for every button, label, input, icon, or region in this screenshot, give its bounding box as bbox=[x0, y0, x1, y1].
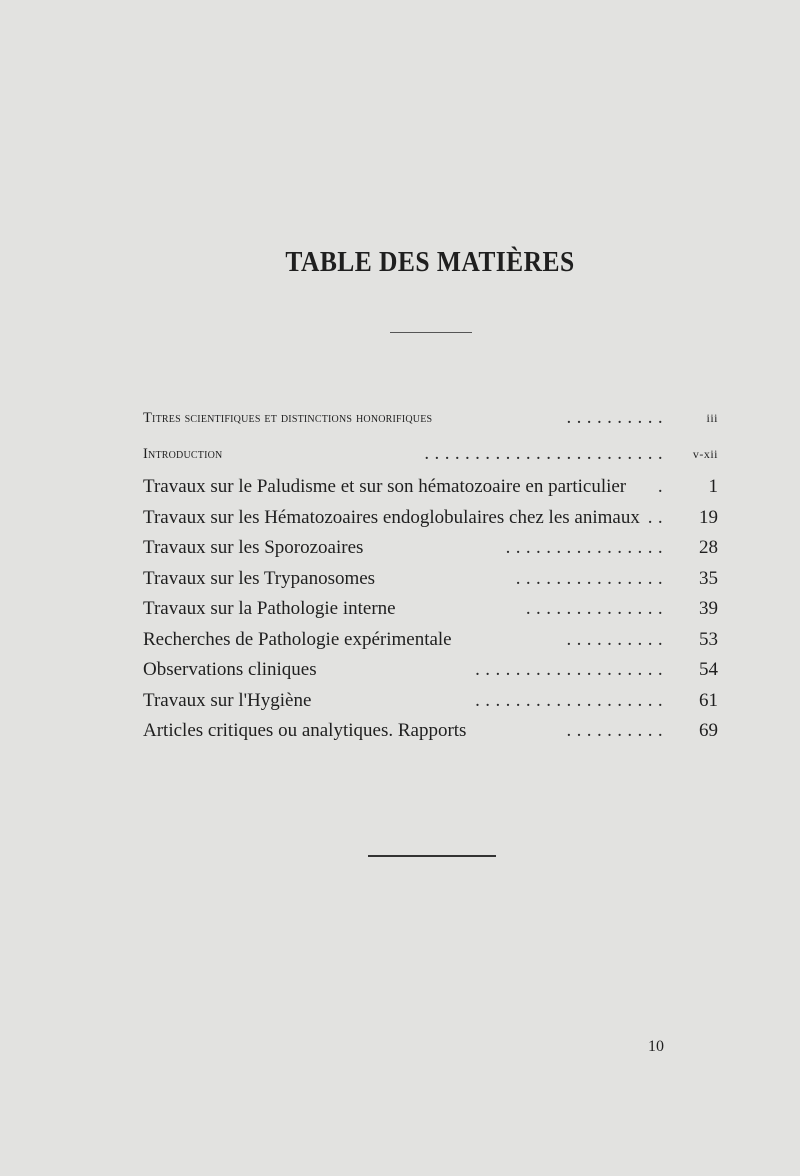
leader-dots: .......... bbox=[566, 720, 668, 741]
toc-entry-label: Travaux sur les Hématozoaires endoglobulaires chez les animaux bbox=[143, 506, 640, 528]
toc-entry-label: Travaux sur le Paludisme et sur son hématozoaire en particulier bbox=[143, 476, 627, 497]
leader-dots: .............. bbox=[525, 598, 668, 619]
closing-divider bbox=[368, 855, 496, 857]
toc-entry-label: Travaux sur l'Hygiène bbox=[143, 689, 312, 711]
leader-dots: ................ bbox=[505, 537, 668, 558]
toc-entry bbox=[143, 625, 718, 656]
leader-dots: ............... bbox=[515, 567, 668, 589]
folio-number: 10 bbox=[648, 1038, 664, 1055]
leader-dots: . bbox=[657, 476, 668, 497]
toc-entry-page: 35 bbox=[699, 567, 718, 589]
leader-dots: ................... bbox=[475, 689, 668, 711]
toc-entry bbox=[143, 533, 718, 564]
toc-entry bbox=[143, 594, 718, 625]
leader-dots: .......... bbox=[566, 407, 668, 428]
toc-entry bbox=[143, 503, 718, 534]
leader-dots: .. bbox=[647, 506, 668, 528]
toc-entry-page: iii bbox=[706, 411, 718, 425]
leader-dots: .......... bbox=[566, 628, 668, 650]
toc-entry-label: Recherches de Pathologie expérimentale bbox=[143, 628, 452, 650]
toc-entry bbox=[143, 655, 718, 686]
leader-dots: ................... bbox=[475, 659, 668, 680]
toc-entry-page: 19 bbox=[699, 506, 718, 528]
toc-entry-page: 28 bbox=[699, 537, 718, 558]
toc-entry-page: 39 bbox=[699, 598, 718, 619]
table-of-contents bbox=[143, 400, 718, 747]
toc-entry-label: Travaux sur les Trypanosomes bbox=[143, 567, 376, 589]
toc-entry-page: v-xii bbox=[692, 447, 718, 461]
toc-entry bbox=[143, 436, 718, 472]
toc-entry-label: Introduction bbox=[143, 446, 223, 462]
toc-entry-page: 69 bbox=[699, 720, 718, 741]
toc-entry-label: Travaux sur les Sporozoaires bbox=[143, 537, 364, 558]
toc-entry-page: 1 bbox=[708, 476, 718, 497]
toc-entry-page: 61 bbox=[699, 689, 718, 711]
leader-dots: ........................ bbox=[424, 443, 668, 464]
toc-entry bbox=[143, 400, 718, 436]
toc-entry-page: 53 bbox=[699, 628, 718, 650]
page-title: TABLE DES MATIÈRES bbox=[285, 246, 575, 278]
toc-entry-label: Observations cliniques bbox=[143, 659, 317, 680]
toc-entry-label: Articles critiques ou analytiques. Rapports bbox=[143, 720, 467, 741]
toc-entry bbox=[143, 716, 718, 747]
title-divider bbox=[390, 332, 472, 333]
toc-entry bbox=[143, 564, 718, 595]
toc-entry bbox=[143, 686, 718, 717]
toc-entry-label: Titres scientifiques et distinctions honorifiques bbox=[143, 410, 433, 426]
toc-entry-label: Travaux sur la Pathologie interne bbox=[143, 598, 396, 619]
toc-entry-page: 54 bbox=[699, 659, 718, 680]
toc-entry bbox=[143, 472, 718, 503]
